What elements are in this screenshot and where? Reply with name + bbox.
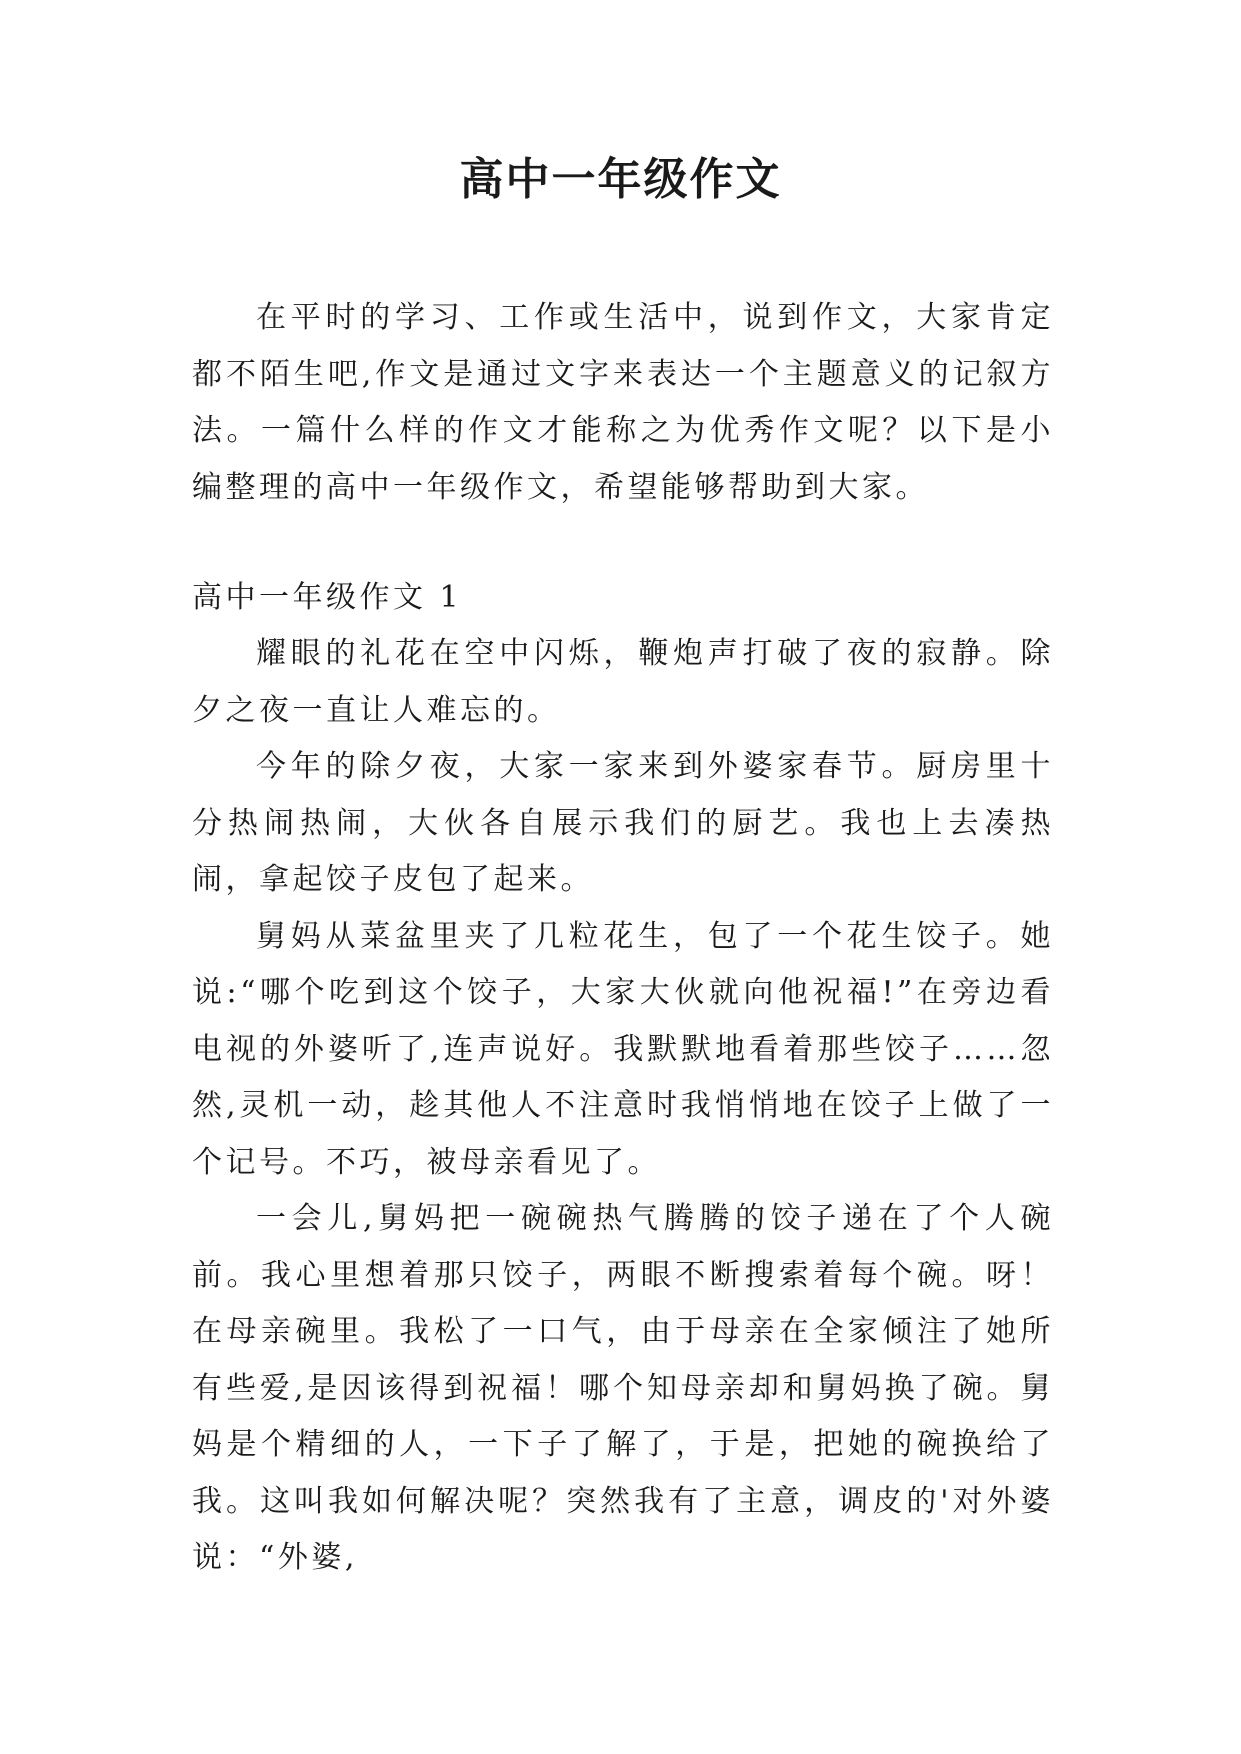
document-title: 高中一年级作文 — [459, 154, 782, 205]
body-paragraph-2: 今年的除夕夜，大家一家来到外婆家春节。厨房里十分热闹热闹，大伙各自展示我们的厨艺。我也上去凑热闹，拿起饺子皮包了起来。 — [192, 749, 1054, 897]
body-paragraph-1: 耀眼的礼花在空中闪烁，鞭炮声打破了夜的寂静。除夕之夜一直让人难忘的。 — [192, 636, 1054, 728]
intro-paragraph: 在平时的学习、工作或生活中，说到作文，大家肯定都不陌生吧,作文是通过文字来表达一个主题意义的记叙方法。一篇什么样的作文才能称之为优秀作文呢？以下是小编整理的高中一年级作文，希望能够帮助到大家。 — [192, 300, 1054, 505]
document-body — [192, 290, 1054, 1587]
body-paragraph-4: 一会儿,舅妈把一碗碗热气腾腾的饺子递在了个人碗前。我心里想着那只饺子，两眼不断搜索着每个碗。呀！在母亲碗里。我松了一口气，由于母亲在全家倾注了她所有些爱,是因该得到祝福！哪个知母亲却和舅妈换了碗。舅妈是个精细的人，一下子了解了，于是，把她的碗换给了我。这叫我如何解决呢？突然我有了主意，调皮的'对外婆说：“外婆, — [192, 1201, 1054, 1575]
section-heading: 高中一年级作文 1 — [192, 580, 463, 615]
body-paragraph-3: 舅妈从菜盆里夹了几粒花生，包了一个花生饺子。她说:“哪个吃到这个饺子，大家大伙就向他祝福!”在旁边看电视的外婆听了,连声说好。我默默地看着那些饺子……忽然,灵机一动，趁其他人不注意时我悄悄地在饺子上做了一个记号。不巧，被母亲看见了。 — [192, 918, 1054, 1180]
